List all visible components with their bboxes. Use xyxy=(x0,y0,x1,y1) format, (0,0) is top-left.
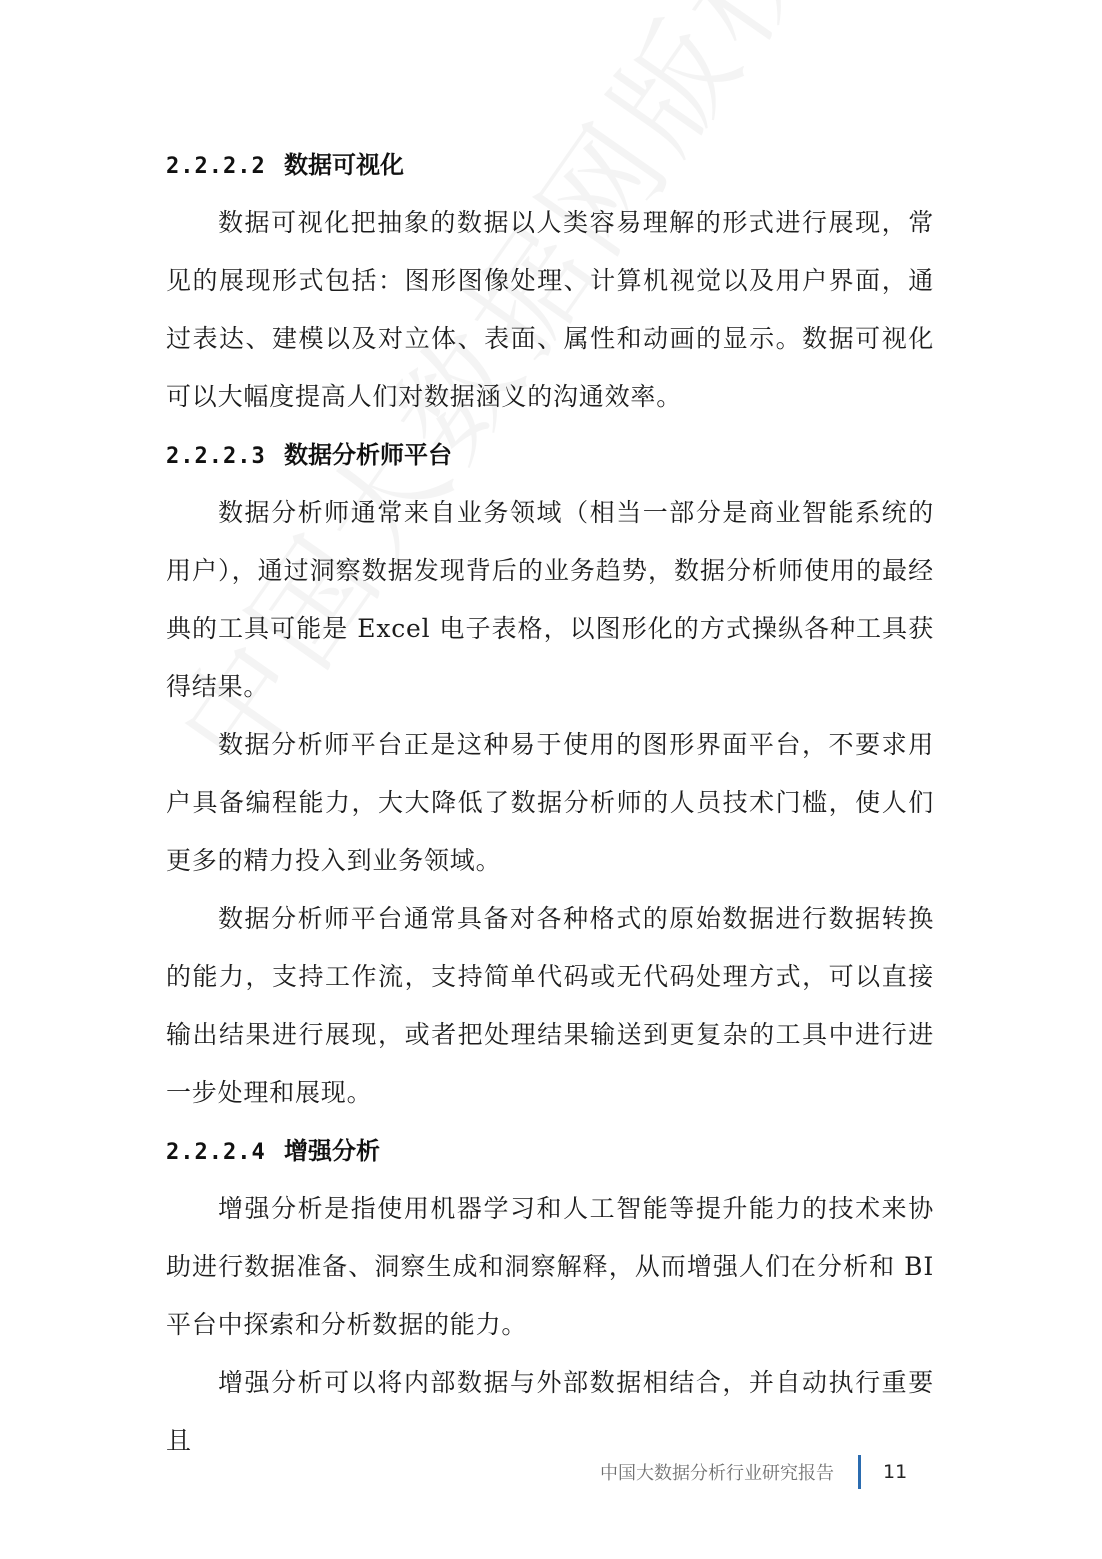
section-augmented-analytics xyxy=(166,1122,934,1470)
section-heading xyxy=(166,426,934,484)
footer-report-title: 中国大数据分析行业研究报告 xyxy=(600,1463,834,1484)
paragraph: 增强分析是指使用机器学习和人工智能等提升能力的技术来协助进行数据准备、洞察生成和洞察解释，从而增强人们在分析和 BI 平台中探索和分析数据的能力。 xyxy=(166,1194,934,1339)
section-number: 2.2.2.3 xyxy=(166,444,266,469)
paragraph: 数据分析师通常来自业务领域（相当一部分是商业智能系统的用户），通过洞察数据发现背后的业务趋势，数据分析师使用的最经典的工具可能是 Excel 电子表格，以图形化的方式操纵各种工具获得结果。 xyxy=(166,498,934,701)
page-number: 11 xyxy=(883,1461,908,1483)
page-content xyxy=(166,136,934,1470)
section-title: 增强分析 xyxy=(284,1137,380,1165)
section-analyst-platform xyxy=(166,426,934,1122)
paragraph: 数据分析师平台通常具备对各种格式的原始数据进行数据转换的能力，支持工作流，支持简单代码或无代码处理方式，可以直接输出结果进行展现，或者把处理结果输送到更复杂的工具中进行进一步处理和展现。 xyxy=(166,904,934,1107)
section-title: 数据可视化 xyxy=(284,151,404,179)
section-heading xyxy=(166,1122,934,1180)
footer-divider xyxy=(858,1455,861,1489)
paragraph: 数据分析师平台正是这种易于使用的图形界面平台，不要求用户具备编程能力，大大降低了数据分析师的人员技术门槛，使人们更多的精力投入到业务领域。 xyxy=(166,730,934,875)
section-title: 数据分析师平台 xyxy=(284,441,452,469)
section-heading xyxy=(166,136,934,194)
paragraph: 增强分析可以将内部数据与外部数据相结合，并自动执行重要且 xyxy=(166,1368,934,1455)
paragraph: 数据可视化把抽象的数据以人类容易理解的形式进行展现，常见的展现形式包括：图形图像处理、计算机视觉以及用户界面，通过表达、建模以及对立体、表面、属性和动画的显示。数据可视化可以大幅度提高人们对数据涵义的沟通效率。 xyxy=(166,208,934,411)
section-number: 2.2.2.2 xyxy=(166,154,266,179)
section-number: 2.2.2.4 xyxy=(166,1140,266,1165)
page-footer xyxy=(600,1452,907,1492)
section-data-visualization xyxy=(166,136,934,426)
